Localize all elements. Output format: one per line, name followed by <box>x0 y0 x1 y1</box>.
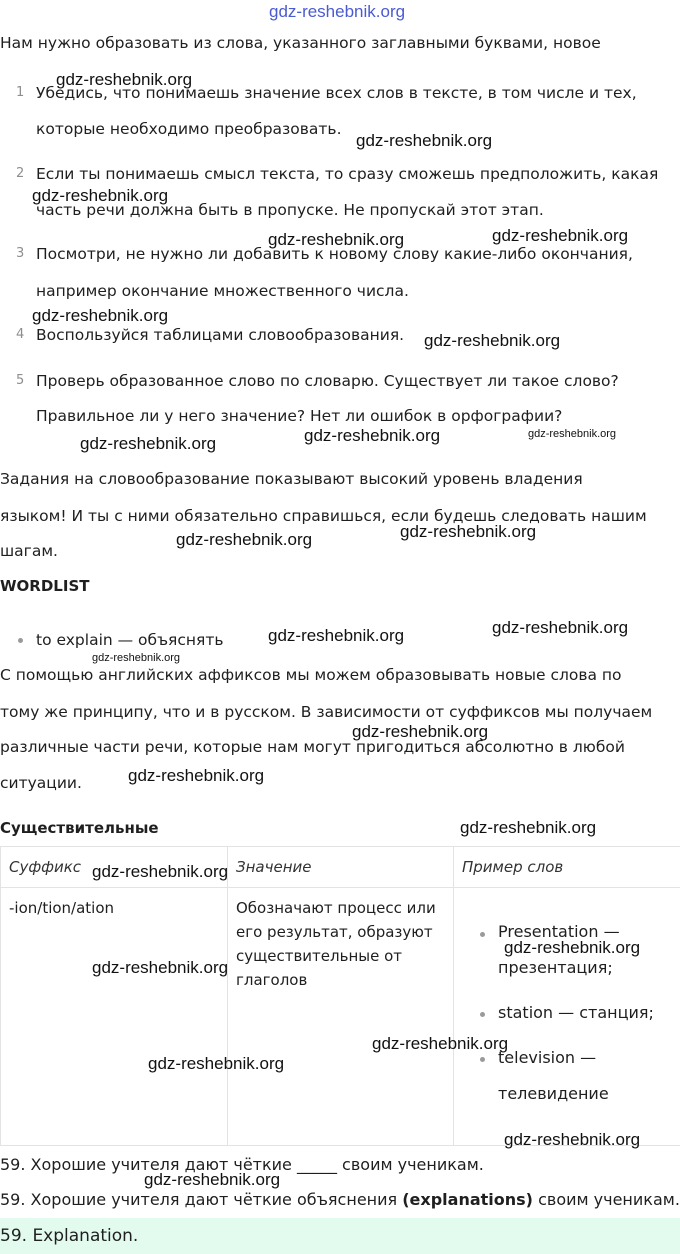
watermark: gdz-reshebnik.org <box>356 131 493 150</box>
watermark: gdz-reshebnik.org <box>492 226 629 245</box>
paragraph-line: тому же принципу, что и в русском. В зависимости от суффиксов мы получаем <box>0 703 653 721</box>
table-cell-meaning <box>228 888 454 1146</box>
watermark: gdz-reshebnik.org <box>400 522 537 541</box>
watermark: gdz-reshebnik.org <box>148 1054 285 1073</box>
step-text: например окончание множественного числа. <box>36 282 409 300</box>
answer-bold: (explanations) <box>402 1190 533 1209</box>
watermark-top: gdz-reshebnik.org <box>269 2 406 21</box>
final-answer: 59. Explanation. <box>0 1226 139 1246</box>
example-item: телевидение <box>498 1084 609 1103</box>
answer-after: своим ученикам. <box>533 1190 680 1209</box>
watermark: gdz-reshebnik.org <box>268 626 405 645</box>
step-text: Посмотри, не нужно ли добавить к новому слову какие-либо окончания, <box>36 245 633 263</box>
example-item: station — станция; <box>498 1003 654 1022</box>
answer-before: 59. Хорошие учителя дают чёткие объяснения <box>0 1190 403 1209</box>
step-text: которые необходимо преобразовать. <box>36 120 342 138</box>
final-answer-box <box>0 1218 680 1254</box>
watermark: gdz-reshebnik.org <box>460 818 597 837</box>
watermark: gdz-reshebnik.org <box>528 428 617 440</box>
wordlist-item: to explain — объяснять <box>36 631 224 649</box>
exercise-question: 59. Хорошие учителя дают чёткие _____ своим ученикам. <box>0 1155 484 1174</box>
bullet-dot <box>480 1012 485 1017</box>
table-cell-suffix <box>1 888 228 1146</box>
watermark: gdz-reshebnik.org <box>80 434 217 453</box>
step-text: Проверь образованное слово по словарю. Существует ли такое слово? <box>36 372 619 390</box>
paragraph-line: Задания на словообразование показывают высокий уровень владения <box>0 470 583 488</box>
table-header: Суффикс <box>1 847 228 888</box>
paragraph-line: ситуации. <box>0 774 82 792</box>
watermark: gdz-reshebnik.org <box>32 306 169 325</box>
meaning-line: его результат, образуют <box>236 923 433 941</box>
paragraph-line: С помощью английских аффиксов мы можем образовывать новые слова по <box>0 666 622 684</box>
step-number: 2 <box>16 166 25 181</box>
watermark: gdz-reshebnik.org <box>352 722 489 741</box>
intro-text: Нам нужно образовать из слова, указанного заглавными буквами, новое <box>0 34 601 52</box>
step-text: Правильное ли у него значение? Нет ли ошибок в орфографии? <box>36 407 563 425</box>
watermark: gdz-reshebnik.org <box>424 331 561 350</box>
step-number: 3 <box>16 246 25 261</box>
watermark: gdz-reshebnik.org <box>92 862 229 881</box>
step-number: 1 <box>16 85 25 100</box>
meaning-text <box>236 888 445 992</box>
exercise-answer <box>0 1190 680 1210</box>
nouns-heading: Существительные <box>0 819 159 837</box>
meaning-line: глаголов <box>236 971 308 989</box>
watermark: gdz-reshebnik.org <box>268 230 405 249</box>
step-text: Убедись, что понимаешь значение всех слов в тексте, в том числе и тех, <box>36 84 637 102</box>
watermark: gdz-reshebnik.org <box>144 1170 281 1189</box>
meaning-line: Обозначают процесс или <box>236 899 436 917</box>
step-number: 5 <box>16 373 25 388</box>
watermark: gdz-reshebnik.org <box>128 766 265 785</box>
step-text: Воспользуйся таблицами словообразования. <box>36 326 405 344</box>
bullet-dot <box>480 932 485 937</box>
paragraph-line: языком! И ты с ними обязательно справишься, если будешь следовать нашим <box>0 507 647 525</box>
watermark: gdz-reshebnik.org <box>504 1130 641 1149</box>
paragraph-line: различные части речи, которые нам могут пригодиться абсолютно в любой <box>0 738 625 756</box>
paragraph-line: шагам. <box>0 542 58 560</box>
table-header: Пример слов <box>454 847 680 888</box>
step-text: Если ты понимаешь смысл текста, то сразу сможешь предположить, какая <box>36 165 659 183</box>
watermark: gdz-reshebnik.org <box>492 618 629 637</box>
watermark: gdz-reshebnik.org <box>92 652 181 664</box>
suffix-value: -ion/tion/ation <box>9 899 115 917</box>
watermark: gdz-reshebnik.org <box>56 70 193 89</box>
step-text: часть речи должна быть в пропуске. Не пропускай этот этап. <box>36 201 544 219</box>
bullet-dot <box>18 638 23 643</box>
watermark: gdz-reshebnik.org <box>92 958 229 977</box>
step-number: 4 <box>16 327 25 342</box>
watermark: gdz-reshebnik.org <box>372 1034 509 1053</box>
watermark: gdz-reshebnik.org <box>304 426 441 445</box>
wordlist-heading: WORDLIST <box>0 577 90 595</box>
watermark: gdz-reshebnik.org <box>504 938 641 957</box>
example-item: презентация; <box>498 958 613 977</box>
table-header: Значение <box>228 847 454 888</box>
watermark: gdz-reshebnik.org <box>176 530 313 549</box>
bullet-dot <box>480 1057 485 1062</box>
example-item: Presentation — <box>498 922 620 941</box>
meaning-line: существительные от <box>236 947 403 965</box>
example-item: television — <box>498 1048 597 1067</box>
watermark: gdz-reshebnik.org <box>32 186 169 205</box>
